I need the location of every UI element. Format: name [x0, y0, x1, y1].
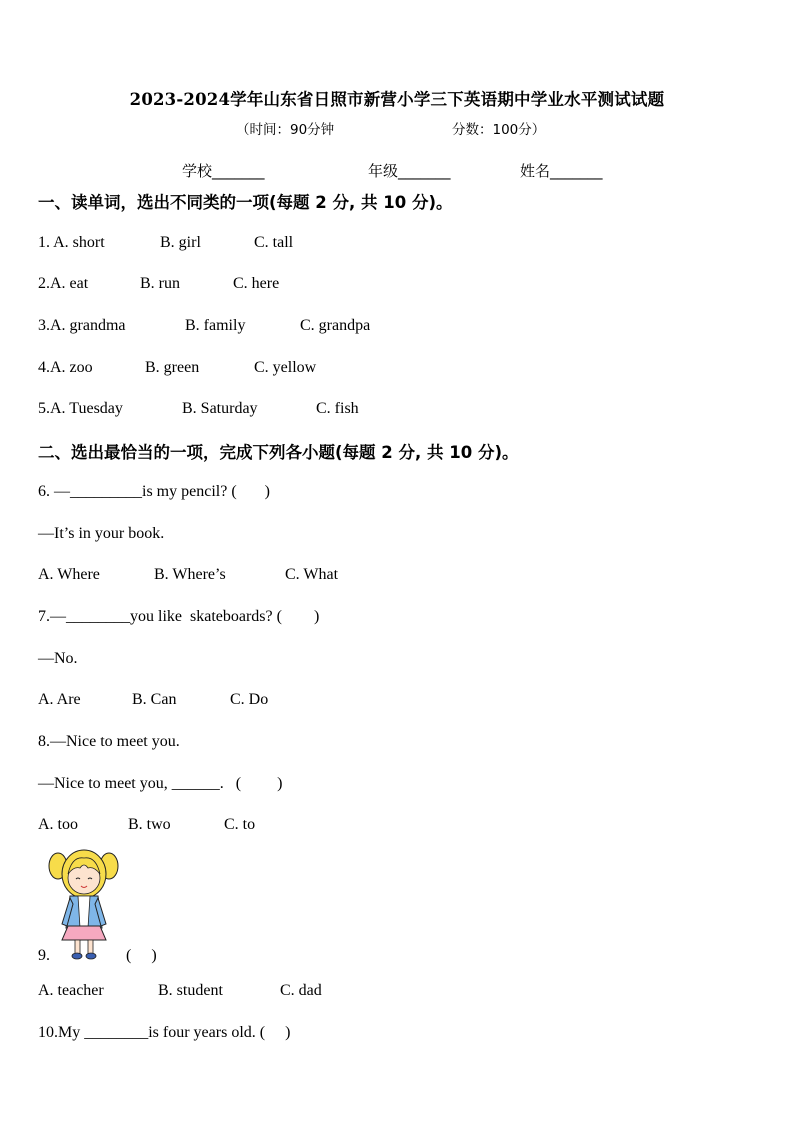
- q7-question: 7.—________you like skateboards? ( ): [38, 608, 320, 625]
- time-info: （时间：90分钟: [236, 122, 335, 138]
- school-field: 学校_______: [182, 162, 265, 180]
- q7-option-b: B. Can: [132, 691, 177, 708]
- q8-question: 8.—Nice to meet you.: [38, 733, 180, 750]
- q6-option-a: A. Where: [38, 566, 100, 583]
- q6-answer-line: —It’s in your book.: [38, 525, 165, 542]
- grade-field: 年级_______: [368, 162, 451, 180]
- q9-number: 9.: [38, 947, 50, 964]
- section-2-heading: 二、选出最恰当的一项，完成下列各小题(每题 2 分, 共 10 分)。: [38, 443, 519, 462]
- q7-answer-line: —No.: [38, 650, 78, 667]
- q5-option-c: C. fish: [316, 400, 359, 417]
- q4-option-a: 4.A. zoo: [38, 359, 93, 376]
- q7-option-c: C. Do: [230, 691, 269, 708]
- q5-option-b: B. Saturday: [182, 400, 258, 417]
- q5-option-a: 5.A. Tuesday: [38, 400, 123, 417]
- q4-option-b: B. green: [145, 359, 200, 376]
- q7-option-a: A. Are: [38, 691, 81, 708]
- q3-option-a: 3.A. grandma: [38, 317, 126, 334]
- q2-option-c: C. here: [233, 275, 280, 292]
- page-title: 2023-2024学年山东省日照市新营小学三下英语期中学业水平测试试题: [129, 90, 665, 109]
- q9-option-c: C. dad: [280, 982, 322, 999]
- girl-illustration: [48, 846, 120, 962]
- q2-option-b: B. run: [140, 275, 180, 292]
- q4-option-c: C. yellow: [254, 359, 317, 376]
- q2-option-a: 2.A. eat: [38, 275, 89, 292]
- score-info: 分数：100分）: [452, 122, 546, 138]
- q9-option-b: B. student: [158, 982, 223, 999]
- section-1-heading: 一、读单词，选出不同类的一项(每题 2 分, 共 10 分)。: [38, 193, 453, 212]
- q1-option-b: B. girl: [160, 234, 201, 251]
- q8-option-c: C. to: [224, 816, 256, 833]
- q3-option-c: C. grandpa: [300, 317, 371, 334]
- q8-option-b: B. two: [128, 816, 171, 833]
- q6-option-c: C. What: [285, 566, 339, 583]
- q9-option-a: A. teacher: [38, 982, 104, 999]
- q1-option-c: C. tall: [254, 234, 294, 251]
- q10-question: 10.My ________is four years old. ( ): [38, 1024, 291, 1041]
- q3-option-b: B. family: [185, 317, 246, 334]
- q8-option-a: A. too: [38, 816, 78, 833]
- q6-option-b: B. Where’s: [154, 566, 226, 583]
- q9-answer-paren: ( ): [126, 947, 157, 964]
- q1-option-a: 1. A. short: [38, 234, 105, 251]
- name-field: 姓名_______: [520, 162, 603, 180]
- q8-answer-line: —Nice to meet you, ______. ( ): [38, 775, 283, 792]
- q6-question: 6. —_________is my pencil? ( ): [38, 483, 270, 500]
